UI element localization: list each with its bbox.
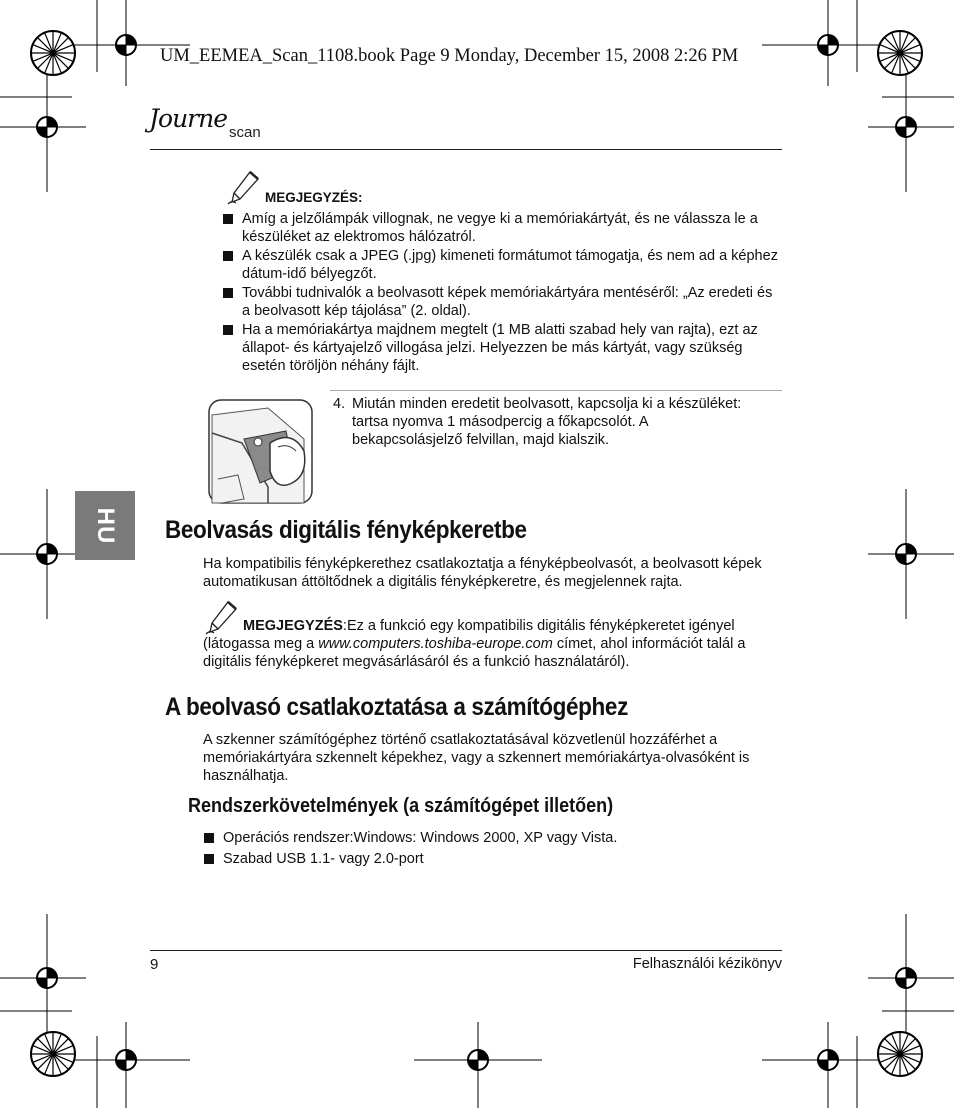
list-item: Operációs rendszer:Windows: Windows 2000, XP vagy Vista. (204, 829, 764, 847)
section1-body: Ha kompatibilis fényképkerethez csatlakoztatja a fényképbeolvasót, a beolvasott képek automatikusan áttöltődnek a digitális fényképkeretre, és megjelennek rajta. (203, 556, 762, 590)
list-item: További tudnivalók a beolvasott képek memóriakártyára mentéséről: „Az eredeti és a beolvasott kép tájolása” (2. oldal). (223, 284, 783, 320)
page-number: 9 (150, 956, 159, 973)
bullet-square-icon (223, 325, 233, 335)
bullet-square-icon (204, 833, 214, 843)
list-item: Szabad USB 1.1- vagy 2.0-port (204, 850, 764, 868)
section-heading-connect-computer: A beolvasó csatlakoztatása a számítógéphez (165, 693, 628, 721)
requirements-list (204, 829, 764, 869)
section2-body: A szkenner számítógéphez történő csatlakoztatásával közvetlenül hozzáférhet a memóriakártyára szkennelt képekhez, vagy a szkennert memóriakártya-olvasóként is használhatja. (203, 732, 750, 784)
bullet-square-icon (204, 854, 214, 864)
note1-list (223, 210, 783, 376)
note1-label: MEGJEGYZÉS: (265, 190, 363, 205)
footer-rule (150, 950, 782, 951)
step4-number: 4. (333, 396, 346, 412)
print-header: UM_EEMEA_Scan_1108.book Page 9 Monday, December 15, 2008 2:26 PM (160, 46, 739, 66)
section-heading-system-requirements: Rendszerkövetelmények (a számítógépet illetően) (188, 795, 614, 817)
header-rule (150, 149, 782, 150)
list-item: Amíg a jelzőlámpák villognak, ne vegye ki a memóriakártyát, és ne válassza le a készüléket az elektromos hálózatról. (223, 210, 783, 246)
language-tab-label: HU (92, 507, 119, 544)
journe-logo-sub: scan (229, 124, 261, 141)
footer-title: Felhasználói kézikönyv (632, 956, 782, 972)
note2-label: MEGJEGYZÉS (243, 618, 343, 634)
language-tab (75, 491, 135, 560)
bullet-square-icon (223, 214, 233, 224)
journe-logo-script: Journe (149, 104, 228, 133)
section1-note: MEGJEGYZÉS:Ez a funkció egy kompatibilis digitális fényképkeretet igényel (látogassa meg a www.computers.toshiba-europe.com címet, ahol információt talál a digitális fényképkeret megvásárlásáról és a funkció használatáról). (203, 618, 746, 670)
step4-text: Miután minden eredetit beolvasott, kapcsolja ki a készüléket: tartsa nyomva 1 másodpercig a főkapcsolót. A bekapcsolásjelző felvillan, majd kialszik. (352, 396, 742, 448)
step-divider (330, 390, 782, 391)
bullet-square-icon (223, 251, 233, 261)
section-heading-photo-frame: Beolvasás digitális fényképkeretbe (165, 516, 527, 544)
bullet-square-icon (223, 288, 233, 298)
toshiba-website-link[interactable]: www.computers.toshiba-europe.com (318, 636, 553, 652)
pencil-note-icon (226, 170, 262, 206)
list-item: Ha a memóriakártya majdnem megtelt (1 MB alatti szabad hely van rajta), ezt az állapot- és kártyajelző villogása jelzi. Helyezzen be más kártyát, vagy szükség esetén töröljön néhány fájlt. (223, 321, 783, 375)
list-item: A készülék csak a JPEG (.jpg) kimeneti formátumot támogatja, és nem ad a képhez dátum-idő bélyegzőt. (223, 247, 783, 283)
power-button-illustration (208, 399, 314, 505)
